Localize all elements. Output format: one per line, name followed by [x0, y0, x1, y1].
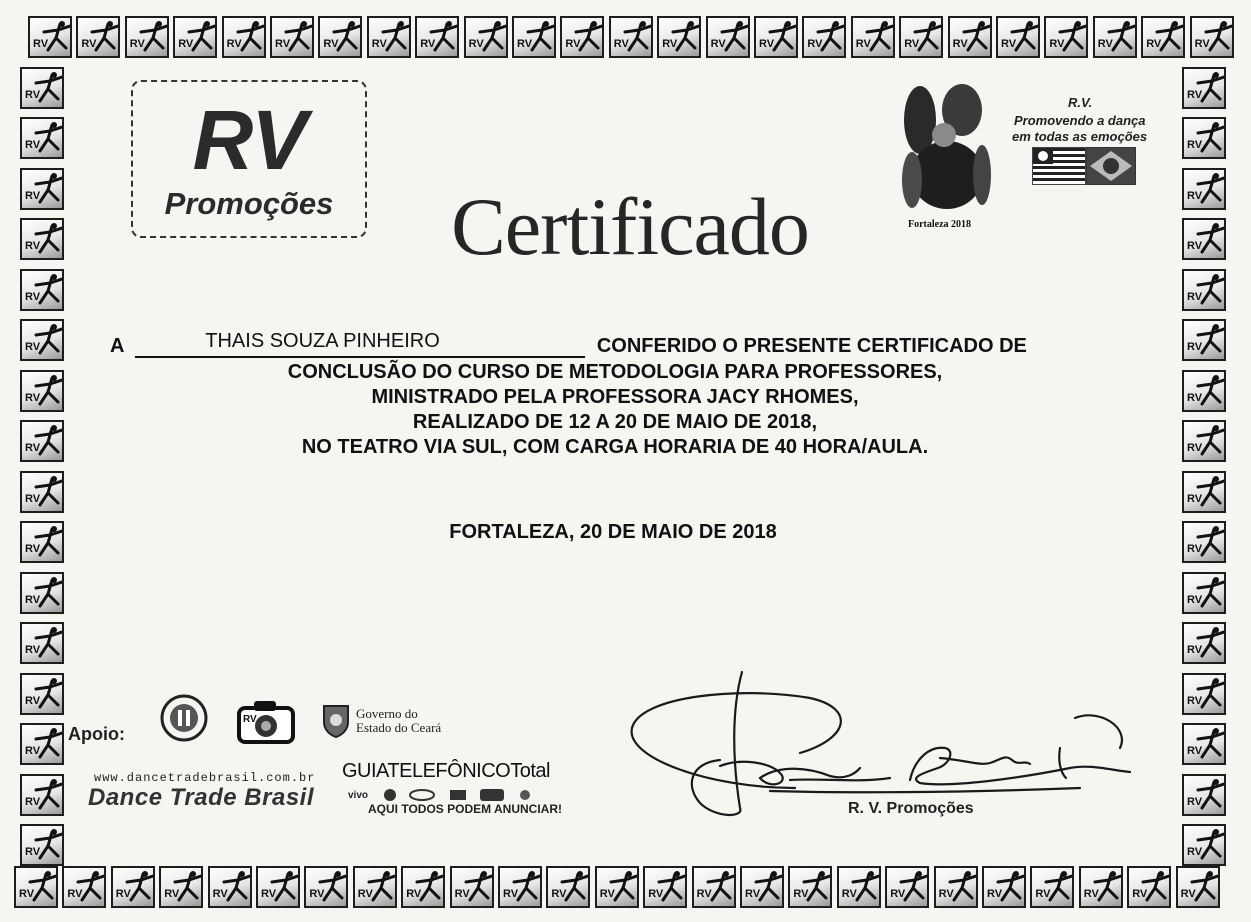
border-tile	[304, 866, 348, 908]
camera-icon	[236, 698, 296, 751]
border-tile-label: RV	[1187, 846, 1203, 858]
border-tile	[899, 16, 943, 58]
border-tile-label: RV	[904, 38, 920, 50]
border-tile	[20, 319, 64, 361]
border-tile-label: RV	[890, 888, 906, 900]
border-tile-label: RV	[710, 38, 726, 50]
border-tile-label: RV	[1097, 38, 1113, 50]
governo-line-1: Governo do	[356, 706, 418, 721]
border-tile	[20, 117, 64, 159]
border-tile-label: RV	[855, 38, 871, 50]
border-tile-label: RV	[25, 795, 41, 808]
border-tile	[885, 866, 929, 908]
border-tile	[20, 572, 64, 614]
border-tile-label: RV	[25, 745, 41, 757]
border-tile-label: RV	[25, 189, 41, 202]
border-tile	[1190, 16, 1234, 58]
border-tile-label: RV	[1187, 492, 1203, 505]
border-tile-label: RV	[25, 442, 41, 454]
border-tile-label: RV	[406, 888, 422, 900]
border-tile-label: RV	[1187, 391, 1203, 404]
slogan-line-1: Promovendo a dança	[1014, 113, 1146, 128]
border-tile-label: RV	[1180, 888, 1196, 900]
rv-promocoes-logo	[131, 80, 367, 238]
slogan-line-2: em todas as emoções	[1012, 129, 1148, 144]
border-tile	[1182, 218, 1226, 260]
border-tile	[692, 866, 736, 908]
border-tile	[706, 16, 750, 58]
border-tile-label: RV	[1187, 240, 1203, 252]
border-tile	[1176, 866, 1220, 908]
border-tile	[657, 16, 701, 58]
border-tile-label: RV	[1187, 795, 1203, 808]
border-tile-label: RV	[1187, 694, 1203, 707]
border-tile	[740, 866, 784, 908]
border-tile-label: RV	[371, 38, 387, 50]
body-line-3: REALIZADO DE 12 A 20 DE MAIO DE 2018,	[412, 411, 818, 433]
border-tile	[1182, 269, 1226, 311]
border-tile	[982, 866, 1026, 908]
border-tile-label: RV	[1187, 644, 1203, 656]
border-tile	[609, 16, 653, 58]
guia-slogan: AQUI TODOS PODEM ANUNCIAR!	[368, 802, 563, 816]
border-tile-label: RV	[1187, 593, 1203, 606]
border-tile-label: RV	[1146, 38, 1162, 50]
border-tile-label: RV	[468, 38, 484, 50]
border-tile-label: RV	[25, 240, 41, 252]
border-tile	[1093, 16, 1137, 58]
border-tile-label: RV	[25, 341, 41, 353]
border-tile	[1079, 866, 1123, 908]
border-tile-label: RV	[1187, 189, 1203, 202]
logo-main-text: RV	[192, 93, 306, 187]
border-tile	[1182, 774, 1226, 816]
border-tile	[788, 866, 832, 908]
border-tile	[415, 16, 459, 58]
border-tile-label: RV	[25, 644, 41, 656]
guia-partner-vivo: vivo	[348, 790, 369, 801]
border-tile	[20, 67, 64, 109]
border-tile-label: RV	[793, 888, 809, 900]
border-tile-label: RV	[565, 38, 581, 50]
border-tile-label: RV	[1187, 341, 1203, 353]
governo-line-2: Estado do Ceará	[356, 720, 442, 735]
border-tile	[353, 866, 397, 908]
border-tile-label: RV	[1187, 442, 1203, 454]
border-tile	[996, 16, 1040, 58]
border-tile-label: RV	[952, 38, 968, 50]
border-tile-label: RV	[1187, 543, 1203, 555]
guia-telefonico-logo: GUIATELEFÔNICOTotal	[342, 760, 550, 782]
border-tile	[1182, 723, 1226, 765]
border-tile-label: RV	[25, 492, 41, 505]
border-tile-label: RV	[517, 38, 533, 50]
border-tile-label: RV	[1194, 38, 1210, 50]
border-tile-label: RV	[759, 38, 775, 50]
border-tile-label: RV	[1083, 888, 1099, 900]
border-tile-label: RV	[1187, 290, 1203, 303]
border-tile	[802, 16, 846, 58]
rv-badge: R.V.	[1068, 95, 1093, 110]
ceara-coat-of-arms-icon	[322, 704, 350, 743]
border-tile-label: RV	[1035, 888, 1051, 900]
border-tile	[62, 866, 106, 908]
body-line-2: MINISTRADO PELA PROFESSORA JACY RHOMES,	[371, 386, 859, 408]
border-tile	[1127, 866, 1171, 908]
border-tile	[111, 866, 155, 908]
border-tile-label: RV	[1049, 38, 1065, 50]
border-tile-label: RV	[551, 888, 567, 900]
body-line-1: CONCLUSÃO DO CURSO DE METODOLOGIA PARA PROFESSORES,	[287, 361, 943, 383]
border-tile	[1030, 866, 1074, 908]
border-tile-label: RV	[129, 38, 145, 50]
border-tile	[1182, 168, 1226, 210]
recipient-line	[110, 330, 1210, 358]
border-tile-label: RV	[309, 888, 325, 900]
border-tile	[1182, 673, 1226, 715]
border-tile	[1182, 471, 1226, 513]
border-tile-label: RV	[33, 38, 49, 50]
border-tile-label: RV	[25, 88, 41, 101]
border-tile	[948, 16, 992, 58]
border-tile	[1044, 16, 1088, 58]
border-tile	[318, 16, 362, 58]
border-tile	[851, 16, 895, 58]
border-tile	[20, 824, 64, 866]
border-tile	[125, 16, 169, 58]
border-tile-label: RV	[25, 139, 41, 151]
dance-trade-url: www.dancetradebrasil.com.br	[94, 771, 316, 785]
recipient-prefix: A	[110, 335, 124, 357]
recipient-name: THAIS SOUZA PINHEIRO	[205, 330, 440, 352]
signature-label: R. V. Promoções	[848, 800, 974, 817]
border-tile-label: RV	[67, 888, 83, 900]
sao-paulo-flag	[1032, 147, 1086, 185]
body-line-4: NO TEATRO VIA SUL, COM CARGA HORARIA DE 40 HORA/AULA.	[301, 436, 929, 458]
border-tile-label: RV	[212, 888, 228, 900]
border-tile-label: RV	[613, 38, 629, 50]
border-tile-label: RV	[807, 38, 823, 50]
border-tile	[754, 16, 798, 58]
border-tile	[401, 866, 445, 908]
border-tile-label: RV	[178, 38, 194, 50]
photo-caption: Fortaleza 2018	[908, 219, 972, 230]
border-tile-label: RV	[25, 846, 41, 858]
border-tile	[595, 866, 639, 908]
border-tile	[159, 866, 203, 908]
border-tile-label: RV	[164, 888, 180, 900]
dancers-photo	[892, 80, 996, 220]
border-tile	[173, 16, 217, 58]
border-tile	[498, 866, 542, 908]
border-tile	[546, 866, 590, 908]
border-tile	[208, 866, 252, 908]
border-tile-label: RV	[599, 888, 615, 900]
border-tile	[20, 723, 64, 765]
border-tile-label: RV	[261, 888, 277, 900]
apoio-label: Apoio:	[68, 724, 125, 744]
border-tile-label: RV	[1001, 38, 1017, 50]
border-tile	[1182, 572, 1226, 614]
border-tile-label: RV	[25, 543, 41, 555]
border-tile-label: RV	[1187, 139, 1203, 151]
border-tile-label: RV	[25, 391, 41, 404]
border-tile-label: RV	[648, 888, 664, 900]
border-tile	[367, 16, 411, 58]
border-tile-label: RV	[25, 593, 41, 606]
border-tile-label: RV	[226, 38, 242, 50]
border-tile-label: RV	[25, 694, 41, 707]
border-tile	[28, 16, 72, 58]
border-tile	[1182, 622, 1226, 664]
border-tile	[76, 16, 120, 58]
border-tile	[20, 168, 64, 210]
certificate-title: Certificado	[451, 181, 809, 272]
border-tile-label: RV	[1187, 88, 1203, 101]
border-tile	[270, 16, 314, 58]
border-tile	[1182, 824, 1226, 866]
border-tile	[1182, 117, 1226, 159]
recipient-suffix: CONFERIDO O PRESENTE CERTIFICADO DE	[596, 335, 1027, 357]
border-tile	[512, 16, 556, 58]
border-tile	[20, 269, 64, 311]
border-tile	[643, 866, 687, 908]
border-tile-label: RV	[841, 888, 857, 900]
border-tile	[14, 866, 58, 908]
place-date: FORTALEZA, 20 DE MAIO DE 2018	[449, 521, 777, 543]
svg-text:RV: RV	[243, 714, 257, 725]
border-tile-label: RV	[987, 888, 1003, 900]
border-tile	[20, 673, 64, 715]
border-tile	[450, 866, 494, 908]
border-tile	[222, 16, 266, 58]
border-tile	[20, 622, 64, 664]
border-tile	[560, 16, 604, 58]
border-tile-label: RV	[19, 888, 35, 900]
border-tile-label: RV	[454, 888, 470, 900]
dance-trade-brasil-logo: Dance Trade Brasil	[88, 784, 314, 811]
border-tile-label: RV	[420, 38, 436, 50]
border-tile-label: RV	[503, 888, 519, 900]
border-tile	[1182, 67, 1226, 109]
border-tile-label: RV	[938, 888, 954, 900]
border-tile	[837, 866, 881, 908]
border-tile	[20, 774, 64, 816]
border-tile-label: RV	[275, 38, 291, 50]
border-tile-label: RV	[323, 38, 339, 50]
recipient-name-field	[135, 330, 585, 358]
logo-sub-text: Promoções	[164, 186, 334, 221]
border-tile-label: RV	[25, 290, 41, 303]
border-tile	[934, 866, 978, 908]
border-tile-label: RV	[115, 888, 131, 900]
border-tile	[256, 866, 300, 908]
border-tile	[464, 16, 508, 58]
brazil-flag	[1086, 147, 1136, 185]
border-tile-label: RV	[357, 888, 373, 900]
border-tile	[20, 471, 64, 513]
border-tile-label: RV	[81, 38, 97, 50]
border-tile-label: RV	[662, 38, 678, 50]
border-tile-label: RV	[1187, 745, 1203, 757]
border-tile-label: RV	[696, 888, 712, 900]
border-tile	[20, 218, 64, 260]
border-tile	[1141, 16, 1185, 58]
border-tile-label: RV	[1132, 888, 1148, 900]
border-tile-label: RV	[745, 888, 761, 900]
dance-council-seal	[158, 688, 210, 746]
